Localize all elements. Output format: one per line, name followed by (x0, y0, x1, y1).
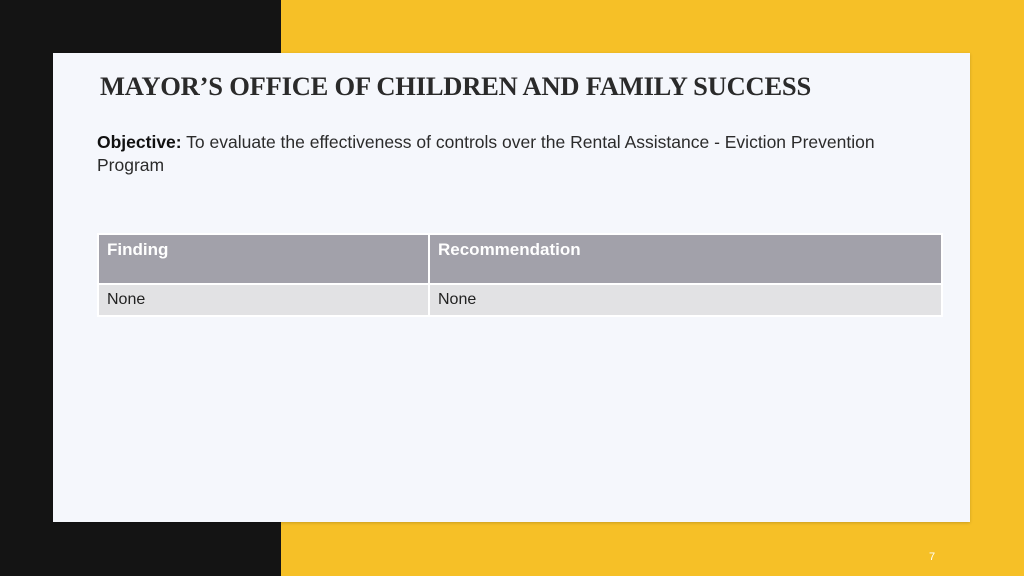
findings-table (97, 233, 943, 317)
header-recommendation: Recommendation (429, 234, 942, 284)
objective-paragraph (97, 131, 897, 177)
cell-finding: None (98, 284, 429, 316)
cell-recommendation: None (429, 284, 942, 316)
header-finding: Finding (98, 234, 429, 284)
page-number: 7 (929, 551, 936, 563)
table-row (98, 284, 942, 316)
slide-title: MAYOR’S OFFICE OF CHILDREN AND FAMILY SUCCESS (100, 71, 812, 101)
objective-text: To evaluate the effectiveness of controls over the Rental Assistance - Eviction Prevention Program (97, 132, 875, 175)
objective-label: Objective: (97, 132, 182, 152)
table-header-row (98, 234, 942, 284)
content-card (53, 53, 970, 522)
